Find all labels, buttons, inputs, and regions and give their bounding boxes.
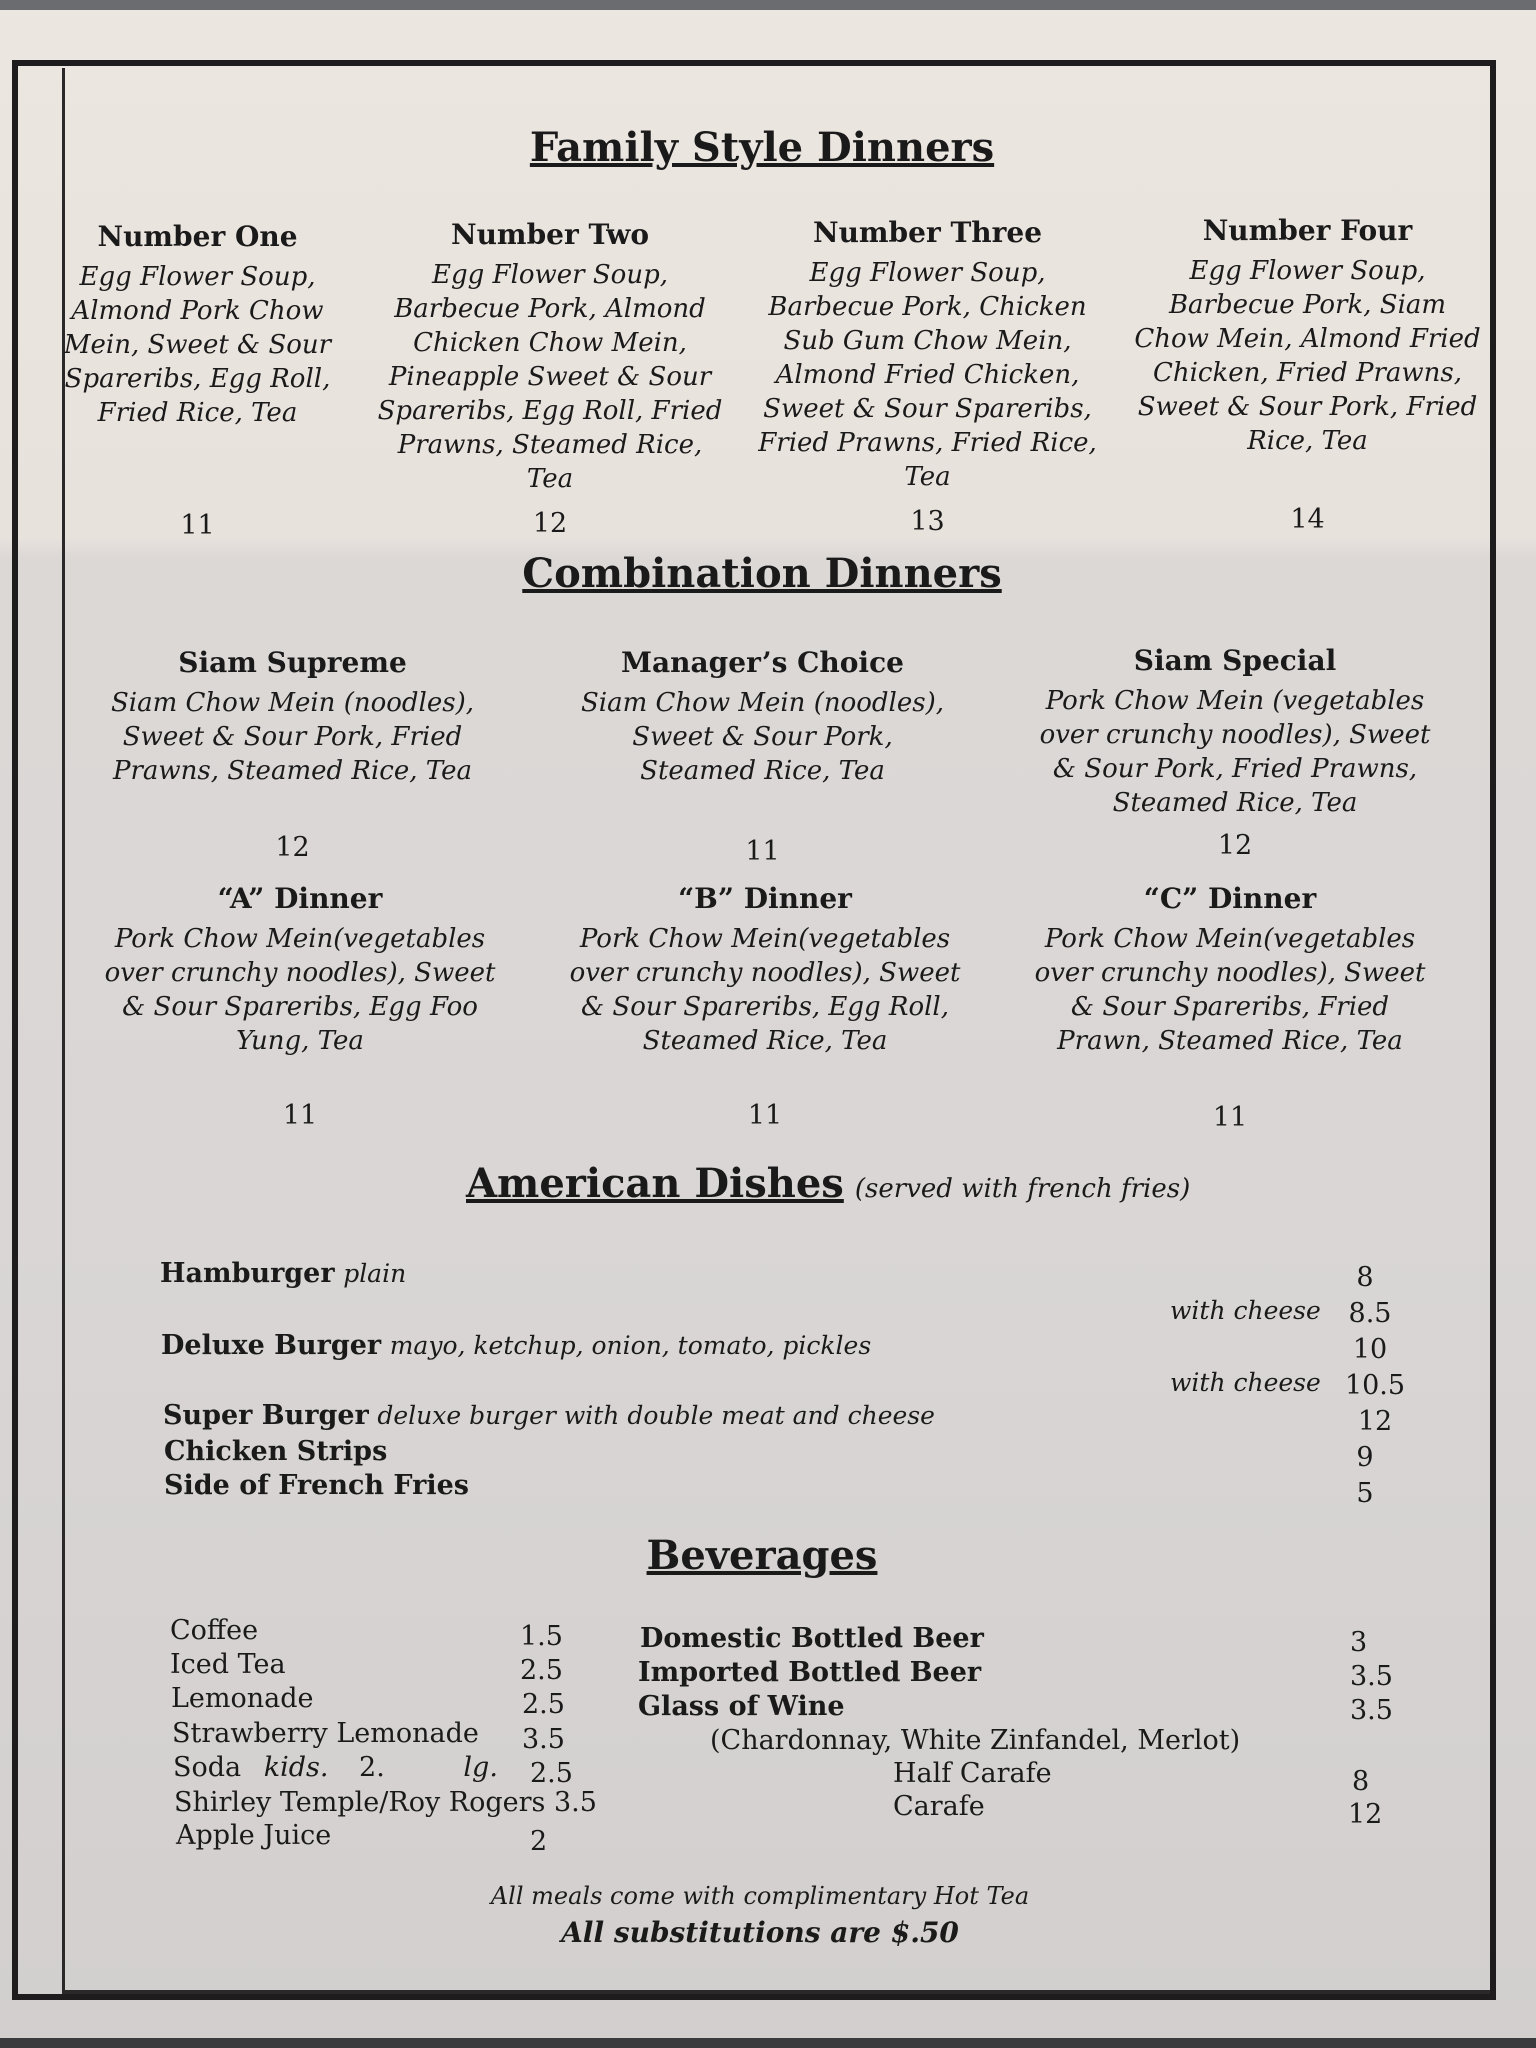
- dinner-price: 13: [910, 506, 945, 537]
- dinner-description: Pork Chow Mein(vegetables over crunchy noodles), Sweet & Sour Spareribs, Fried Prawn, Steamed Rice, Tea: [1034, 924, 1426, 1056]
- item-price: 5: [1356, 1478, 1374, 1509]
- beverage-price: 2: [530, 1826, 548, 1857]
- item-note: mayo, ketchup, onion, tomato, pickles: [389, 1331, 872, 1360]
- beverage-carafe: Carafe: [893, 1791, 985, 1822]
- beverage-strawberry-lemonade: Strawberry Lemonade: [172, 1718, 479, 1749]
- dinner-description: Siam Chow Mein (noodles), Sweet & Sour Pork, Steamed Rice, Tea: [581, 688, 944, 786]
- item-name: Deluxe Burger: [161, 1330, 382, 1361]
- item-price: 10: [1352, 1334, 1388, 1365]
- dinner-description: Pork Chow Mein(vegetables over crunchy noodles), Sweet & Sour Spareribs, Egg Foo Yung, Tea: [104, 924, 496, 1056]
- dinner-description: Pork Chow Mein (vegetables over crunchy noodles), Sweet & Sour Pork, Fried Prawns, Steamed Rice, Tea: [1039, 686, 1431, 818]
- menu-page: [0, 10, 1536, 2038]
- beverage-price: 3.5: [554, 1787, 597, 1818]
- option-with-cheese: with cheese: [1170, 1296, 1321, 1325]
- dinner-name: Number Three: [812, 216, 1043, 249]
- family-dinner-2: [375, 218, 725, 496]
- beverage-soda: [173, 1752, 498, 1783]
- dinner-price: 12: [275, 832, 310, 863]
- dinner-name: Siam Supreme: [178, 646, 407, 679]
- menu-item-french-fries: Side of French Fries: [164, 1470, 469, 1501]
- footer-hot-tea-note: All meals come with complimentary Hot Tea: [490, 1882, 1030, 1910]
- beverage-price: 2.5: [520, 1655, 563, 1686]
- family-dinner-4: [1130, 214, 1485, 458]
- item-price: 12: [1357, 1406, 1393, 1437]
- beverage-lemonade: Lemonade: [171, 1683, 314, 1714]
- dinner-name: “A” Dinner: [217, 882, 383, 915]
- dinner-price: 12: [532, 508, 568, 539]
- dinner-name: “B” Dinner: [678, 882, 852, 915]
- beverage-price: 12: [1348, 1799, 1383, 1830]
- menu-item-hamburger: [160, 1258, 406, 1289]
- item-name: Super Burger: [163, 1400, 369, 1431]
- combo-dinner-managers-choice: [580, 646, 945, 788]
- dinner-description: Pork Chow Mein(vegetables over crunchy noodles), Sweet & Sour Spareribs, Egg Roll, Steamed Rice, Tea: [569, 924, 961, 1056]
- item-price: 10.5: [1344, 1370, 1406, 1401]
- beverage-domestic-beer: Domestic Bottled Beer: [640, 1623, 984, 1654]
- beverage-price: 3: [1350, 1627, 1368, 1658]
- family-dinner-3: [755, 216, 1100, 494]
- dinner-description: Egg Flower Soup, Almond Pork Chow Mein, Sweet & Sour Spareribs, Egg Roll, Fried Rice, Tea: [63, 262, 332, 428]
- dinner-price: 11: [747, 1100, 783, 1131]
- beverage-coffee: Coffee: [170, 1615, 259, 1646]
- beverage-price: 8: [1352, 1766, 1370, 1797]
- item-note: deluxe burger with double meat and cheese: [377, 1401, 935, 1430]
- menu-item-chicken-strips: Chicken Strips: [164, 1436, 388, 1467]
- beverage-imported-beer: Imported Bottled Beer: [638, 1657, 982, 1688]
- dinner-price: 11: [180, 510, 215, 541]
- beverage-apple-juice: Apple Juice: [176, 1820, 332, 1851]
- soda-kids-label: kids.: [263, 1752, 329, 1783]
- dinner-price: 11: [282, 1100, 318, 1131]
- item-note: plain: [343, 1259, 407, 1288]
- combo-dinner-siam-special: [1035, 644, 1435, 820]
- beverage-price: 3.5: [1350, 1695, 1393, 1726]
- dinner-name: Manager’s Choice: [621, 646, 904, 679]
- american-header: [466, 1160, 1190, 1207]
- item-name: Hamburger: [160, 1258, 335, 1289]
- item-price: 8.5: [1348, 1298, 1392, 1329]
- menu-item-deluxe-burger: [161, 1330, 871, 1361]
- dinner-name: Number Two: [450, 218, 649, 251]
- footer-substitutions-note: All substitutions are $.50: [561, 1916, 959, 1949]
- item-price: 8: [1356, 1262, 1374, 1293]
- beverage-name: Shirley Temple/Roy Rogers: [174, 1787, 546, 1818]
- family-dinner-1: [60, 220, 335, 430]
- beverage-price: 3.5: [522, 1724, 565, 1755]
- dinner-name: Siam Special: [1133, 644, 1337, 677]
- beverage-price: 2.5: [522, 1689, 565, 1720]
- beverage-half-carafe: Half Carafe: [893, 1758, 1052, 1789]
- wine-varieties: (Chardonnay, White Zinfandel, Merlot): [710, 1725, 1241, 1756]
- combo-dinner-a: [100, 882, 500, 1058]
- dinner-description: Siam Chow Mein (noodles), Sweet & Sour Pork, Fried Prawns, Steamed Rice, Tea: [111, 688, 474, 786]
- dinner-name: “C” Dinner: [1143, 882, 1317, 915]
- combo-dinner-siam-supreme: [110, 646, 475, 788]
- dinner-price: 12: [1217, 830, 1253, 861]
- beverage-shirley-temple: [174, 1787, 597, 1818]
- option-with-cheese: with cheese: [1170, 1368, 1321, 1397]
- dinner-name: Number One: [97, 220, 298, 253]
- soda-kids-price: 2.: [359, 1752, 385, 1783]
- item-price: 9: [1356, 1442, 1374, 1473]
- combination-section-title: Combination Dinners: [522, 550, 1002, 597]
- beverage-glass-of-wine: Glass of Wine: [638, 1691, 845, 1722]
- beverage-name: Soda: [173, 1752, 242, 1783]
- dinner-name: Number Four: [1202, 214, 1413, 247]
- combo-dinner-b: [565, 882, 965, 1058]
- soda-lg-label: lg.: [463, 1752, 498, 1783]
- beverage-price: 1.5: [520, 1621, 563, 1652]
- combo-dinner-c: [1030, 882, 1430, 1058]
- american-subtitle: (served with french fries): [854, 1174, 1191, 1204]
- beverage-price: 3.5: [1350, 1661, 1393, 1692]
- dinner-price: 14: [1290, 504, 1325, 535]
- beverages-section-title: Beverages: [646, 1532, 878, 1579]
- dinner-description: Egg Flower Soup, Barbecue Pork, Chicken Sub Gum Chow Mein, Almond Fried Chicken, Sweet & Sour Spareribs, Fried Prawns, Fried Rice, Tea: [758, 258, 1097, 492]
- dinner-price: 11: [1212, 1102, 1248, 1133]
- american-section-title: American Dishes: [466, 1160, 844, 1207]
- menu-item-super-burger: [163, 1400, 935, 1431]
- dinner-description: Egg Flower Soup, Barbecue Pork, Almond Chicken Chow Mein, Pineapple Sweet & Sour Spareribs, Egg Roll, Fried Prawns, Steamed Rice, Tea: [377, 260, 723, 494]
- dinner-price: 11: [745, 836, 780, 867]
- family-section-title: Family Style Dinners: [529, 124, 995, 171]
- beverage-price: 2.5: [530, 1758, 573, 1789]
- beverage-iced-tea: Iced Tea: [170, 1649, 286, 1680]
- dinner-description: Egg Flower Soup, Barbecue Pork, Siam Chow Mein, Almond Fried Chicken, Fried Prawns, Sweet & Sour Pork, Fried Rice, Tea: [1134, 256, 1481, 456]
